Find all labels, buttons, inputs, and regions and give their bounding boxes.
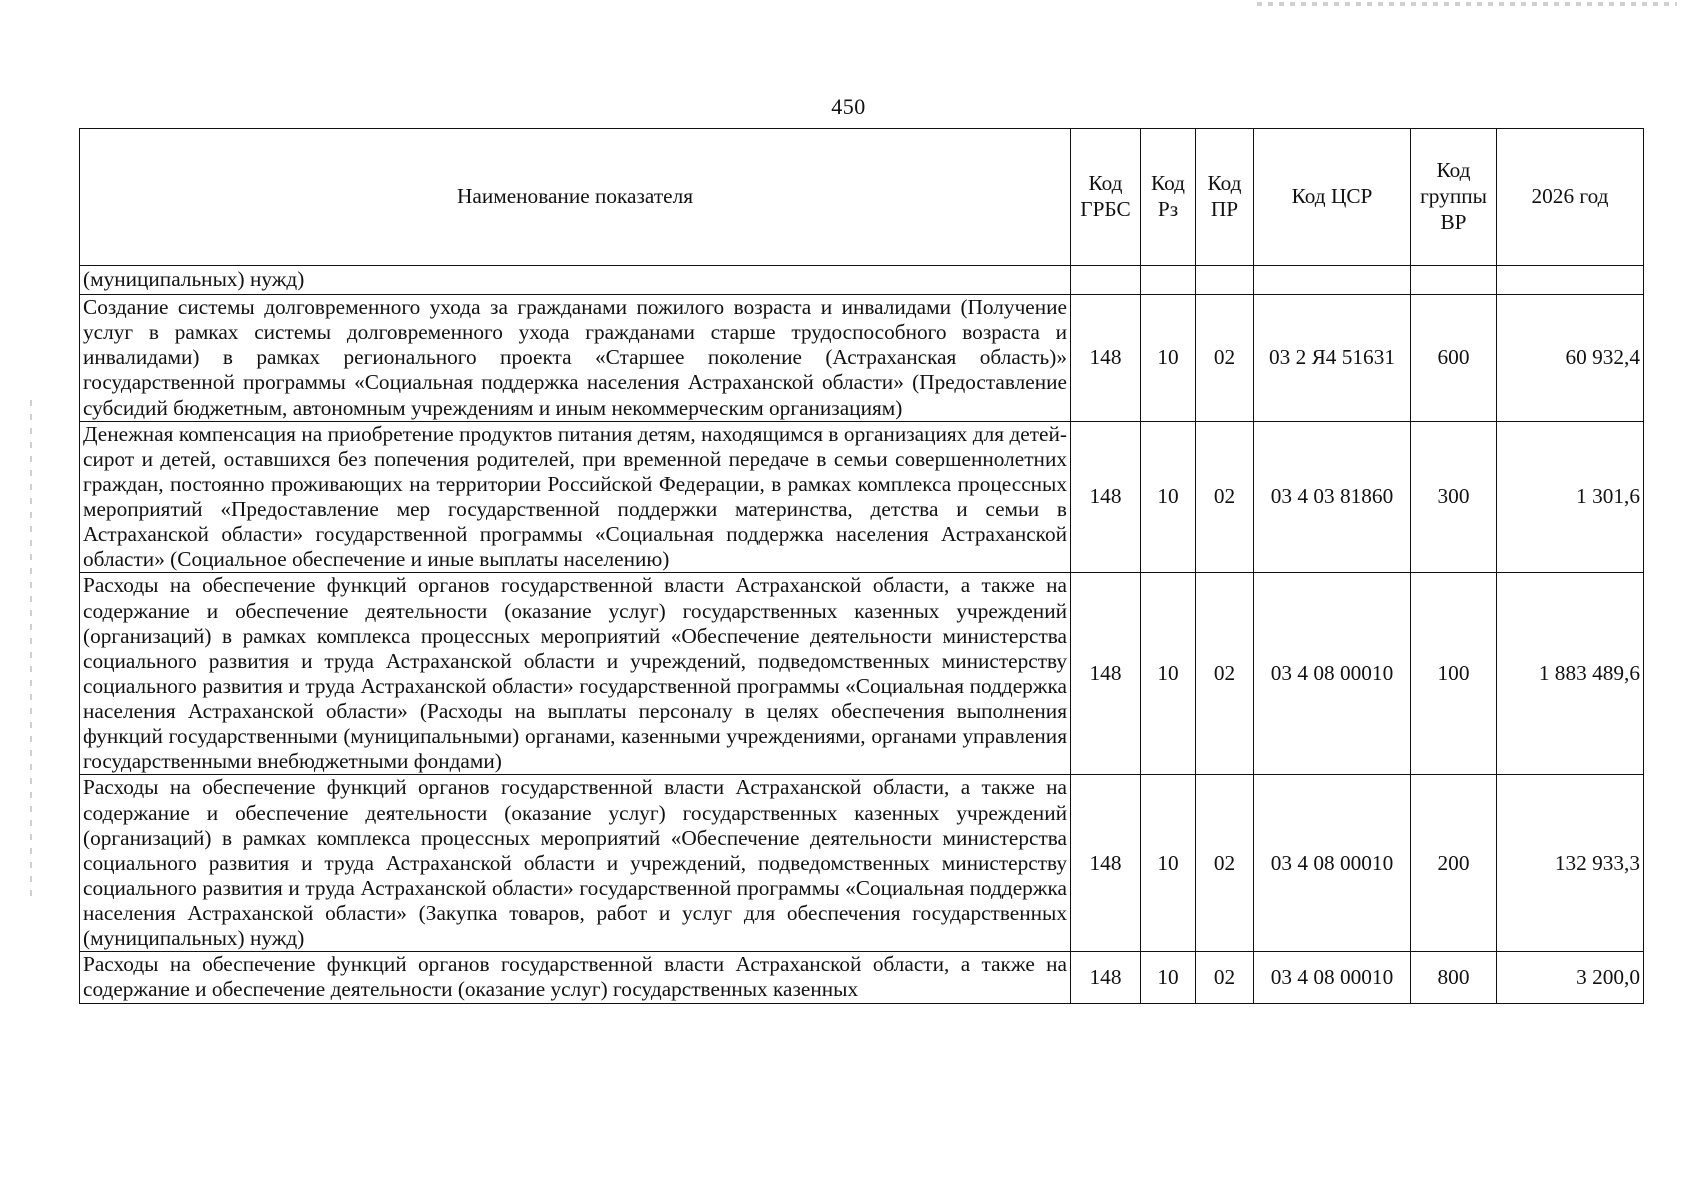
header-row [80, 129, 1644, 266]
table-row [80, 573, 1644, 775]
header-rz: Код Рз [1141, 129, 1196, 266]
row-amount: 132 933,3 [1497, 775, 1644, 952]
row-vr: 600 [1411, 295, 1497, 422]
row-csr: 03 2 Я4 51631 [1254, 295, 1411, 422]
margin-scan-artifact [30, 400, 32, 900]
table-body [80, 266, 1644, 1004]
row-name: Расходы на обеспечение функций органов государственной власти Астраханской области, а также на содержание и обеспечение деятельности (оказание услуг) государственных казенных [80, 952, 1071, 1003]
row-name: Денежная компенсация на приобретение продуктов питания детям, находящимся в организациях для детей-сирот и детей, оставшихся без попечения родителей, при временной передаче в семьи совершеннолетних граждан, постоянно проживающих на территории Российской Федерации, в рамках комплекса процессных мероприятий «Предоставление мер государственной поддержки материнства, детства и семьи в Астраханской области» государственной программы «Социальная поддержка населения Астраханской области» (Социальное обеспечение и иные выплаты населению) [80, 421, 1071, 573]
row-grbs: 148 [1071, 421, 1141, 573]
row-grbs: 148 [1071, 573, 1141, 775]
table-row [80, 952, 1644, 1003]
row-vr: 300 [1411, 421, 1497, 573]
row-name: (муниципальных) нужд) [80, 266, 1071, 295]
table-header [80, 129, 1644, 266]
row-name: Расходы на обеспечение функций органов государственной власти Астраханской области, а также на содержание и обеспечение деятельности (оказание услуг) государственных казенных учреждений (организаций) в рамках комплекса процессных мероприятий «Обеспечение деятельности министерства социального развития и труда Астраханской области и учреждений, подведомственных министерству социального развития и труда Астраханской области» государственной программы «Социальная поддержка населения Астраханской области» (Закупка товаров, работ и услуг для обеспечения государственных (муниципальных) нужд) [80, 775, 1071, 952]
row-pr [1196, 266, 1254, 295]
row-csr: 03 4 08 00010 [1254, 573, 1411, 775]
row-rz: 10 [1141, 421, 1196, 573]
row-pr: 02 [1196, 775, 1254, 952]
table-row [80, 775, 1644, 952]
row-amount: 1 883 489,6 [1497, 573, 1644, 775]
table-row [80, 266, 1644, 295]
header-vr: Код группы ВР [1411, 129, 1497, 266]
row-csr: 03 4 08 00010 [1254, 775, 1411, 952]
row-grbs [1071, 266, 1141, 295]
row-amount: 3 200,0 [1497, 952, 1644, 1003]
row-csr: 03 4 03 81860 [1254, 421, 1411, 573]
row-name: Расходы на обеспечение функций органов государственной власти Астраханской области, а также на содержание и обеспечение деятельности (оказание услуг) государственных казенных учреждений (организаций) в рамках комплекса процессных мероприятий «Обеспечение деятельности министерства социального развития и труда Астраханской области и учреждений, подведомственных министерству социального развития и труда Астраханской области» государственной программы «Социальная поддержка населения Астраханской области» (Расходы на выплаты персоналу в целях обеспечения выполнения функций государственными (муниципальными) органами, казенными учреждениями, органами управления государственными внебюджетными фондами) [80, 573, 1071, 775]
row-grbs: 148 [1071, 295, 1141, 422]
row-amount [1497, 266, 1644, 295]
row-pr: 02 [1196, 295, 1254, 422]
row-vr: 200 [1411, 775, 1497, 952]
row-grbs: 148 [1071, 775, 1141, 952]
row-rz: 10 [1141, 295, 1196, 422]
header-csr: Код ЦСР [1254, 129, 1411, 266]
row-rz: 10 [1141, 775, 1196, 952]
row-vr: 800 [1411, 952, 1497, 1003]
row-rz: 10 [1141, 573, 1196, 775]
row-grbs: 148 [1071, 952, 1141, 1003]
row-amount: 1 301,6 [1497, 421, 1644, 573]
header-name: Наименование показателя [80, 129, 1071, 266]
row-csr [1254, 266, 1411, 295]
row-amount: 60 932,4 [1497, 295, 1644, 422]
budget-table [79, 128, 1644, 1004]
header-year: 2026 год [1497, 129, 1644, 266]
row-pr: 02 [1196, 421, 1254, 573]
header-pr: Код ПР [1196, 129, 1254, 266]
row-vr [1411, 266, 1497, 295]
row-rz: 10 [1141, 952, 1196, 1003]
page-number: 450 [831, 94, 866, 119]
row-pr: 02 [1196, 573, 1254, 775]
row-csr: 03 4 08 00010 [1254, 952, 1411, 1003]
row-rz [1141, 266, 1196, 295]
table-row [80, 421, 1644, 573]
row-vr: 100 [1411, 573, 1497, 775]
scan-edge-artifact [1257, 2, 1677, 6]
row-pr: 02 [1196, 952, 1254, 1003]
row-name: Создание системы долговременного ухода за гражданами пожилого возраста и инвалидами (Получение услуг в рамках системы долговременного ухода гражданами старше трудоспособного возраста и инвалидами) в рамках регионального проекта «Старшее поколение (Астраханская область)» государственной программы «Социальная поддержка населения Астраханской области» (Предоставление субсидий бюджетным, автономным учреждениям и иным некоммерческим организациям) [80, 295, 1071, 422]
table-row [80, 295, 1644, 422]
header-grbs: Код ГРБС [1071, 129, 1141, 266]
